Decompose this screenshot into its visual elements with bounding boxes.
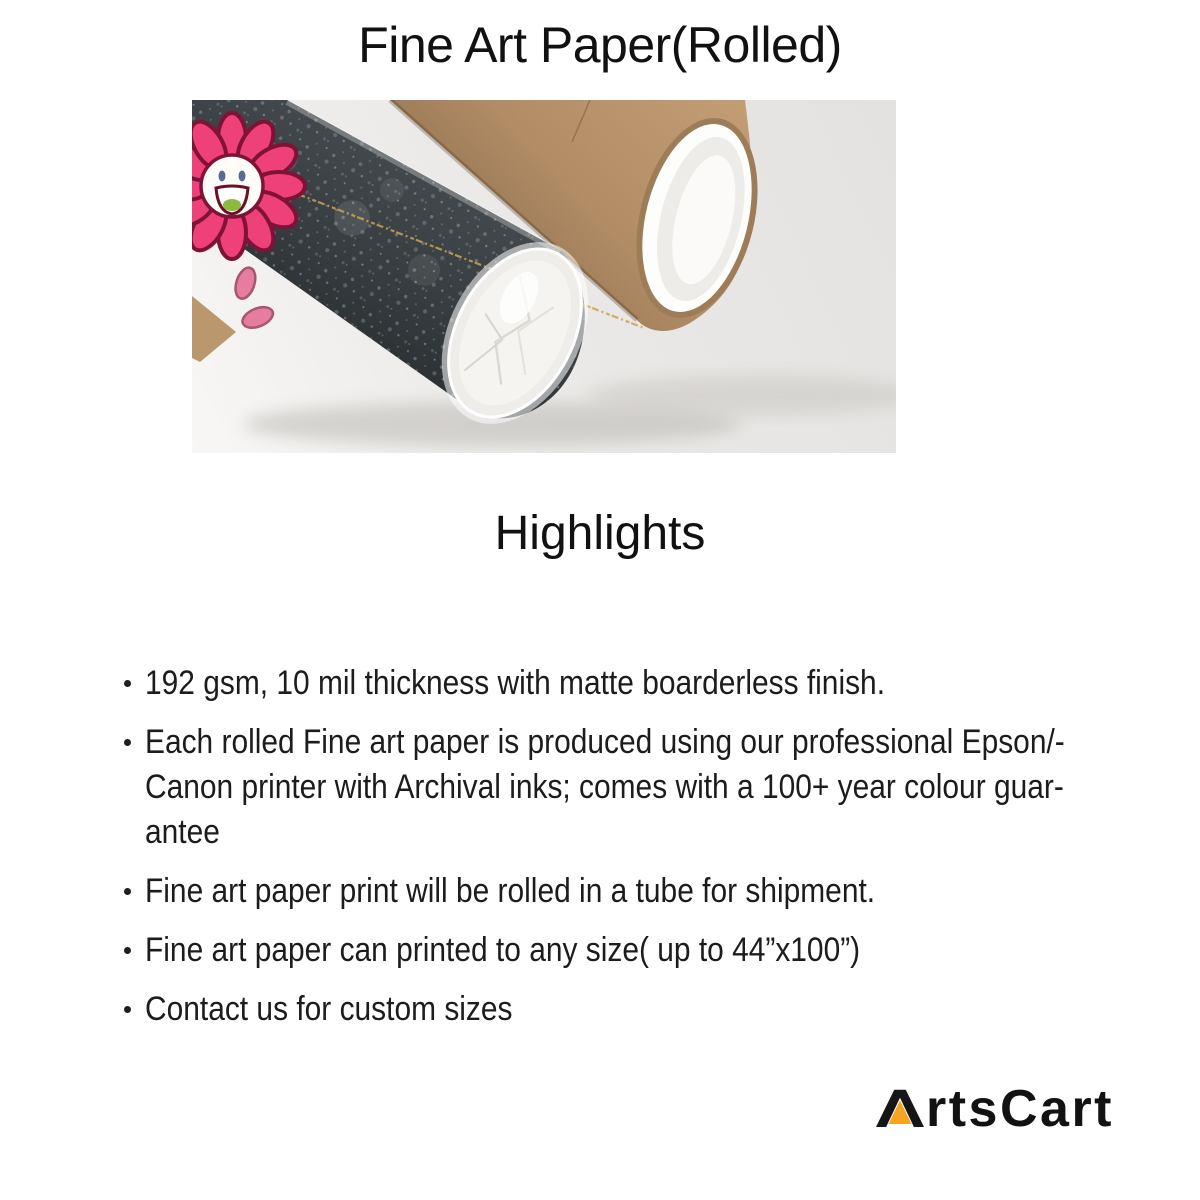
list-item <box>124 869 1174 914</box>
highlights-list <box>124 661 1174 1046</box>
bullet-icon <box>124 1006 131 1013</box>
highlight-text: Fine art paper print will be rolled in a tube for shipment. <box>145 872 876 910</box>
highlight-text: Fine art paper can printed to any size( up to 44”x100”) <box>145 931 861 969</box>
bullet-icon <box>124 888 131 895</box>
product-photo-graphic <box>192 100 896 453</box>
product-photo <box>192 100 896 453</box>
brand-logo <box>876 1080 1114 1139</box>
highlight-text: Each rolled Fine art paper is produced using our professional Epson/- <box>145 723 1065 761</box>
highlight-text: antee <box>145 813 220 851</box>
brand-logo-text: rtsCart <box>926 1080 1114 1138</box>
list-item <box>124 987 1174 1032</box>
bullet-icon <box>124 739 131 746</box>
list-item <box>124 720 1174 855</box>
highlights-title: Highlights <box>494 507 706 560</box>
bullet-icon <box>124 947 131 954</box>
list-item <box>124 928 1174 973</box>
kraft-tube-edge-behind <box>192 296 236 362</box>
bullet-icon <box>124 680 131 687</box>
list-item <box>124 661 1174 706</box>
flower-artwork-partial <box>223 265 289 339</box>
highlight-text: 192 gsm, 10 mil thickness with matte boarderless finish. <box>145 664 886 702</box>
floor-shadows <box>242 375 896 446</box>
page-title: Fine Art Paper(Rolled) <box>358 17 842 73</box>
logo-a-icon <box>876 1089 924 1127</box>
highlight-text: Canon printer with Archival inks; comes with a 100+ year colour guar- <box>145 768 1064 806</box>
highlight-text: Contact us for custom sizes <box>145 990 513 1028</box>
